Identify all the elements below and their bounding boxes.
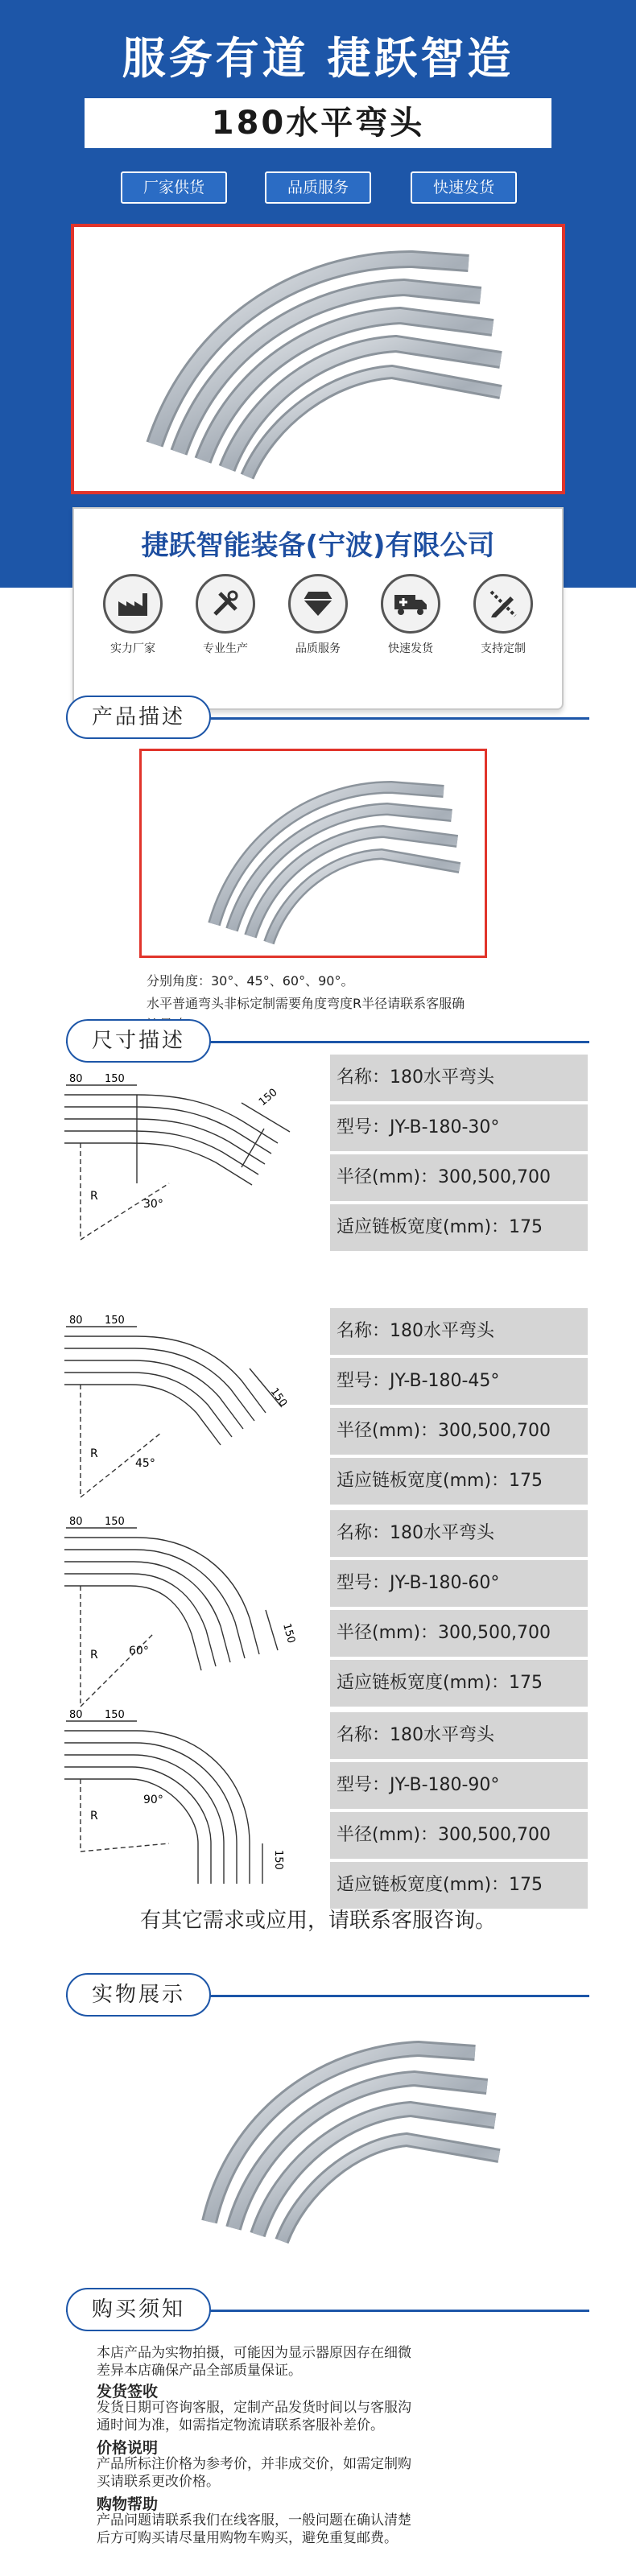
- spec-name: 名称：180水平弯头: [337, 1321, 494, 1341]
- spec-radius: 半径(mm)：300,500,700: [337, 1825, 551, 1845]
- dim-80-label: 80: [69, 1315, 83, 1327]
- feature-label: 实力厂家: [110, 642, 155, 655]
- spec-width: 适应链板宽度(mm)：175: [337, 1875, 543, 1895]
- feature-label: 快速发货: [388, 642, 433, 655]
- drawing-30-degree: [48, 1071, 314, 1272]
- spec-radius: 半径(mm)：300,500,700: [337, 1623, 551, 1643]
- desc-bend-illustration: [142, 751, 485, 956]
- shipping-title: 发货签收: [97, 2383, 159, 2401]
- hero-product-photo: [71, 224, 565, 494]
- radius-label: R: [90, 1190, 98, 1203]
- spec-radius: 半径(mm)：300,500,700: [337, 1167, 551, 1187]
- factory-icon: [103, 574, 163, 634]
- spec-model: 型号：JY-B-180-30°: [337, 1117, 500, 1137]
- spec-model: 型号：JY-B-180-45°: [337, 1371, 500, 1391]
- dim-150-label: 150: [105, 1073, 125, 1085]
- spec-radius: 半径(mm)：300,500,700: [337, 1421, 551, 1441]
- spec-width: 适应链板宽度(mm)：175: [337, 1217, 543, 1237]
- feature-professional-production: [189, 574, 262, 687]
- shipping-line2: 通时间为准，如需指定物流请联系客服补差价。: [97, 2417, 384, 2434]
- spec-name: 名称：180水平弯头: [337, 1523, 494, 1543]
- company-name: 捷跃智能装备(宁波)有限公司: [141, 530, 495, 562]
- spec-width: 适应链板宽度(mm)：175: [337, 1471, 543, 1491]
- radius-label: R: [90, 1447, 98, 1460]
- radius-label: R: [90, 1649, 98, 1662]
- spec-model: 型号：JY-B-180-60°: [337, 1573, 500, 1593]
- badge-fast-delivery: 快速发货: [411, 171, 517, 204]
- hero-slogan: 服务有道 捷跃智造: [122, 33, 514, 84]
- feature-label: 品质服务: [295, 642, 341, 655]
- pencil-ruler-icon: [473, 574, 533, 634]
- help-title: 购物帮助: [97, 2496, 159, 2513]
- purchase-intro-line2: 差异本店确保产品全部质量保证。: [97, 2363, 302, 2379]
- angle-label: 60°: [129, 1645, 149, 1657]
- tools-icon: [196, 574, 255, 634]
- angle-label: 30°: [143, 1198, 163, 1211]
- diamond-icon: [288, 574, 348, 634]
- drawing-90-degree: [48, 1707, 314, 1892]
- product-desc-note-line1: 水平普通弯头非标定制需要角度弯度R半径请联系客服确: [147, 996, 465, 1011]
- feature-label: 支持定制: [481, 642, 526, 655]
- truck-icon: [381, 574, 440, 634]
- spec-model: 型号：JY-B-180-90°: [337, 1775, 500, 1795]
- product-desc-heading: 产品描述: [91, 705, 185, 729]
- dim-80-label: 80: [69, 1709, 83, 1721]
- price-line1: 产品所标注价格为参考价，并非成交价，如需定制购: [97, 2456, 411, 2472]
- dim-150-label: 150: [105, 1516, 125, 1528]
- dim-80-label: 80: [69, 1073, 83, 1085]
- real-photos-heading: 实物展示: [91, 1983, 185, 2007]
- dim-150-end-label: 150: [280, 1622, 298, 1645]
- price-line2: 买请联系更改价格。: [97, 2474, 220, 2490]
- help-line1: 产品问题请联系我们在线客服，一般问题在确认清楚: [97, 2512, 411, 2529]
- dim-150-label: 150: [105, 1709, 125, 1721]
- drawing-45-degree: [48, 1312, 314, 1513]
- spec-width: 适应链板宽度(mm)：175: [337, 1673, 543, 1693]
- purchase-notes-heading: 购买须知: [91, 2297, 185, 2322]
- feature-label: 专业生产: [203, 642, 248, 655]
- radius-label: R: [90, 1810, 98, 1823]
- purchase-intro-line1: 本店产品为实物拍摄，可能因为显示器原因存在细微: [97, 2345, 411, 2361]
- feature-customization: [467, 574, 539, 687]
- drawing-60-degree: [48, 1513, 314, 1723]
- dim-150-end-label: 150: [267, 1385, 290, 1410]
- spec-name: 名称：180水平弯头: [337, 1725, 494, 1745]
- feature-fast-delivery: [374, 574, 447, 687]
- badge-quality-service: 品质服务: [265, 171, 371, 204]
- spec-name: 名称：180水平弯头: [337, 1067, 494, 1088]
- real-photo-bend: [137, 2013, 523, 2254]
- dim-150-label: 150: [105, 1315, 125, 1327]
- feature-quality-service: [282, 574, 354, 687]
- contact-note: 有其它需求或应用，请联系客服咨询。: [139, 1909, 496, 1933]
- angle-label: 45°: [135, 1457, 155, 1470]
- product-desc-photo: [139, 749, 487, 958]
- dimension-heading: 尺寸描述: [91, 1029, 185, 1053]
- price-title: 价格说明: [97, 2439, 159, 2457]
- dim-80-label: 80: [69, 1516, 83, 1528]
- angle-label: 90°: [143, 1794, 163, 1806]
- help-line2: 后方可购买请尽量用购物车购买，避免重复邮费。: [97, 2530, 398, 2546]
- product-desc-angles: 分别角度：30°、45°、60°、90°。: [147, 973, 354, 989]
- shipping-line1: 发货日期可咨询客服，定制产品发货时间以与客服沟: [97, 2400, 411, 2416]
- hero-bend-illustration: [74, 227, 562, 491]
- badge-factory-supply: 厂家供货: [121, 171, 227, 204]
- feature-strong-factory: [97, 574, 169, 687]
- dim-150-end-label: 150: [256, 1086, 280, 1109]
- dim-150-end-label: 150: [272, 1850, 284, 1870]
- hero-title: 180水平弯头: [211, 105, 425, 142]
